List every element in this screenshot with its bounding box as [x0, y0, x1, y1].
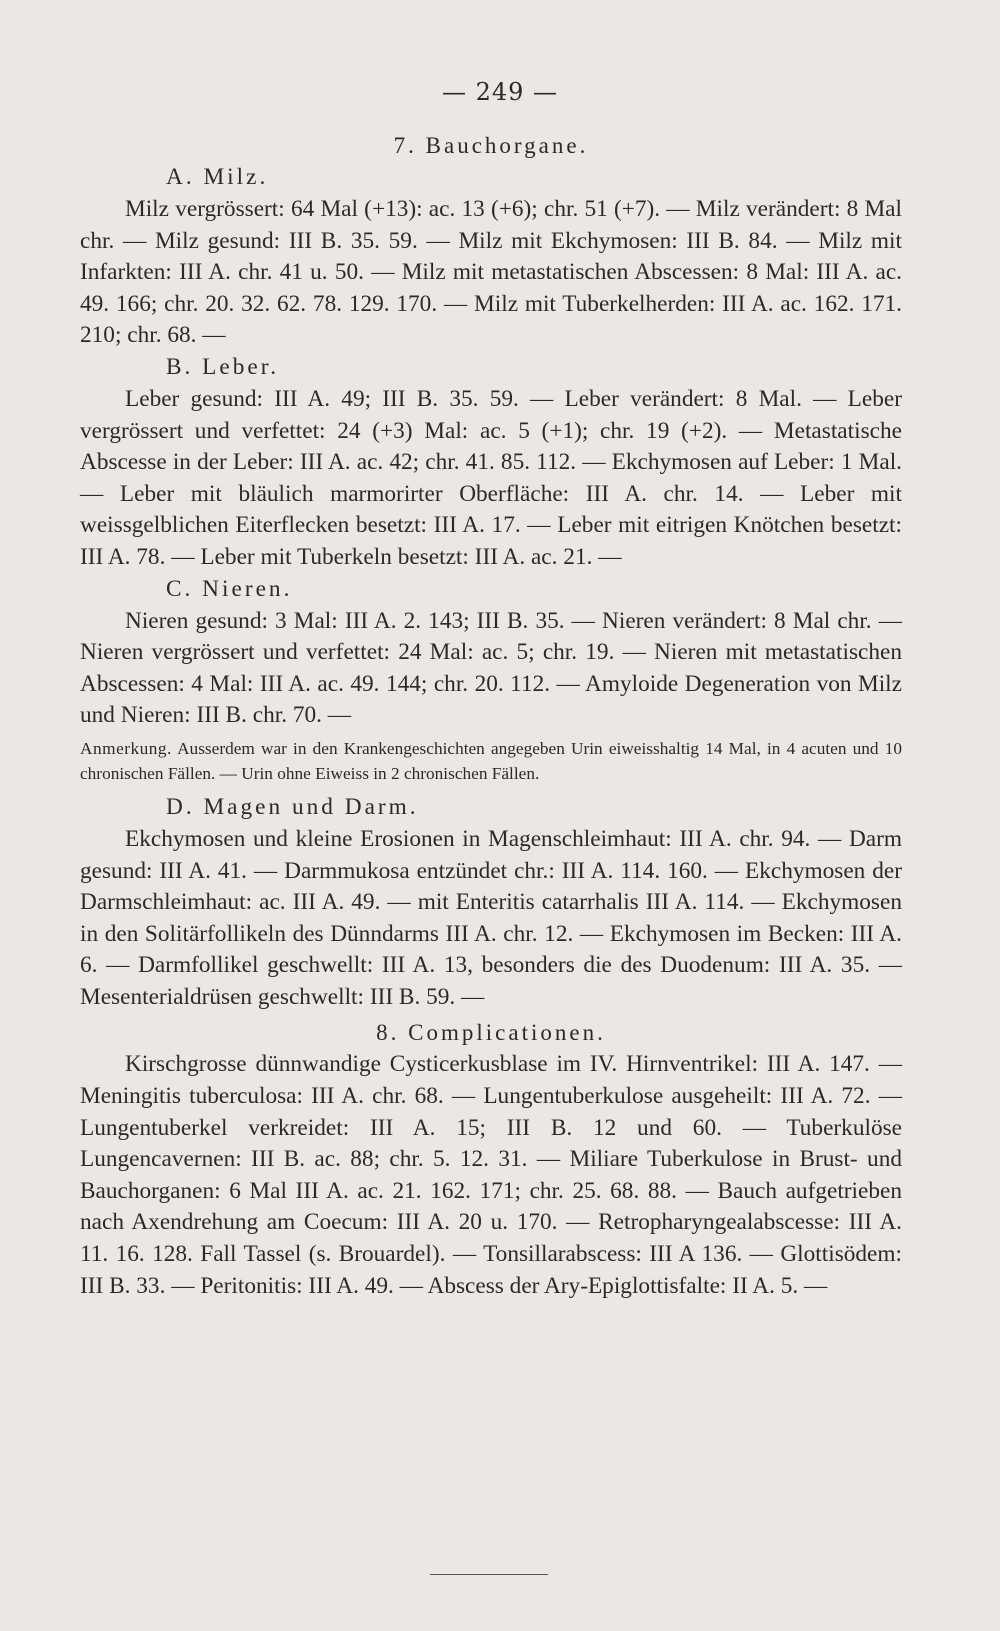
section-8-text: Kirschgrosse dünnwandige Cysticerkusblase im IV. Hirnventrikel: III A. 147. — Meningitis tuberculosa: III A. chr. 68. — Lungentuberkulose ausgeheilt: III A. 72. — Lungentuberkel verkreidet: III A. 15; III B. 12 und 60. — Tuberkulöse Lungencavernen: III B. ac. 88; chr. 5. 12. 31. — Miliare Tuberkulose in Brust- und Bauchorganen: 6 Mal III A. ac. 21. 162. 171; chr. 25. 68. 88. — Bauch aufgetrieben nach Axendrehung am Coecum: III A. 20 u. 170. — Retropharyngealabscesse: III A. 11. 16. 128. Fall Tassel (s. Brouardel). — Tonsillarabscess: III A 136. — Glottisödem: III B. 33. — Peritonitis: III A. 49. — Abscess der Ary-Epiglottisfalte: II A. 5. — — [80, 1051, 902, 1299]
subsection-d-heading: D. Magen und Darm. — [166, 793, 419, 820]
section-8-title: 8. Complicationen. — [376, 1020, 606, 1046]
subsection-b-heading: B. Leber. — [166, 353, 280, 380]
section-7-title: 7. Bauchorgane. — [393, 133, 589, 158]
subsection-b-text: Leber gesund: III A. 49; III B. 35. 59. — Leber verändert: 8 Mal. — Leber vergrössert und verfettet: 24 (+3) Mal: ac. 5 (+1); chr. 19 (+2). — Metastatische Abscesse in der Leber: III A. ac. 42; chr. 41. 85. 112. — Ekchymosen auf Leber: 1 Mal. — Leber mit bläulich marmorirter Oberfläche: III A. chr. 14. — Leber mit weissgelblichen Eiterflecken besetzt: III A. 17. — Leber mit eitrigen Knötchen besetzt: III A. 78. — Leber mit Tuberkeln besetzt: III A. ac. 21. — — [80, 385, 902, 570]
closing-rule — [430, 1574, 548, 1575]
subsection-a-text: Milz vergrössert: 64 Mal (+13): ac. 13 (+6); chr. 51 (+7). — Milz verändert: 8 Mal chr. — Milz gesund: III B. 35. 59. — Milz mit Ekchymosen: III B. 84. — Milz mit Infarkten: III A. chr. 41 u. 50. — Milz mit metastatischen Abscessen: 8 Mal: III A. ac. 49. 166; chr. 20. 32. 62. 78. 129. 170. — Milz mit Tuberkelherden: III A. ac. 162. 171. 210; chr. 68. — — [80, 196, 902, 349]
subsection-c-text: Nieren gesund: 3 Mal: III A. 2. 143; III B. 35. — Nieren verändert: 8 Mal chr. — Nieren vergrössert und verfettet: 24 Mal: ac. 5; chr. 19. — Nieren mit metastatischen Abscessen: 4 Mal: III A. ac. 49. 144; chr. 20. 112. — Amyloide Degeneration von Milz und Nieren: III B. chr. 70. — — [80, 607, 902, 729]
footnote-remark — [80, 736, 902, 786]
subsection-d-text: Ekchymosen und kleine Erosionen in Magenschleimhaut: III A. chr. 94. — Darm gesund: III A. 41. — Darmmukosa entzündet chr.: III A. 114. 160. — Ekchymosen der Darmschleimhaut: ac. III A. 49. — mit Enteritis catarrhalis III A. 114. — Ekchymosen in den Solitärfollikeln des Dünndarms III A. chr. 12. — Ekchymosen im Becken: III A. 6. — Darmfollikel geschwellt: III A. 13, besonders die des Duodenum: III A. 35. — Mesenterialdrüsen geschwellt: III B. 59. — — [80, 825, 902, 1010]
footnote-lead: Anmerkung. — [80, 738, 172, 758]
subsection-c-heading: C. Nieren. — [166, 575, 293, 602]
page-number: — 249 — — [441, 78, 559, 106]
subsection-a-heading: A. Milz. — [166, 164, 269, 190]
page-body — [80, 128, 902, 1302]
footnote-text: Ausserdem war in den Krankengeschichten angegeben Urin eiweisshaltig 14 Mal, in 4 acuten und 10 chronischen Fällen. — Urin ohne Eiweiss in 2 chronischen Fällen. — [80, 738, 902, 783]
